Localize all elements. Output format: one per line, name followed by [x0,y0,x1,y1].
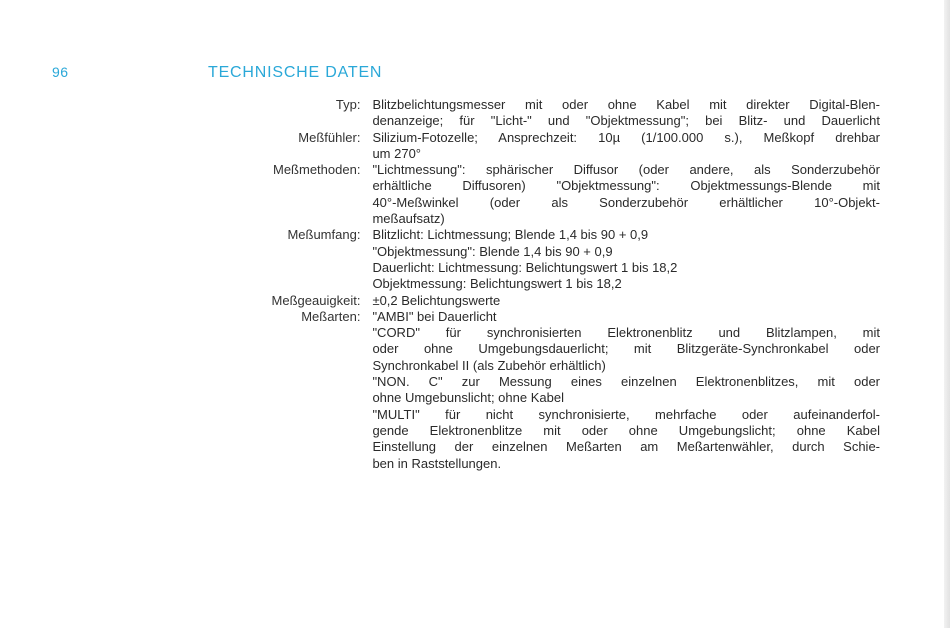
spec-row [230,162,880,227]
spec-line: oder ohne Umgebungsdauerlicht; mit Blitzgeräte-Synchronkabel oder [372,341,880,357]
spec-label: Typ: [335,97,361,112]
spec-value [372,227,880,292]
spec-line: ben in Raststellungen. [372,455,502,471]
spec-line: meßaufsatz) [372,211,445,227]
spec-body [230,97,880,472]
spec-line: gende Elektronenblitze mit oder ohne Umgebungslicht; ohne Kabel [372,422,880,438]
spec-line: "CORD" für synchronisierten Elektronenblitz und Blitzlampen, mit [372,325,880,341]
spec-line: Dauerlicht: Lichtmessung: Belichtungswert 1 bis 18,2 [372,259,678,275]
page-edge [944,0,950,628]
page-number: 96 [52,64,69,80]
spec-label: Meßfühler: [298,129,361,145]
spec-line: "NON. C" zur Messung eines einzelnen Elektronenblitzes, mit oder [372,374,880,390]
spec-line: erhältliche Diffusoren) "Objektmessung": Objektmessungs-Blende mit [372,178,880,194]
spec-label: Meßumfang: [287,227,361,243]
spec-line: "Lichtmessung": sphärischer Diffusor (oder andere, als Sonderzubehör [372,162,880,178]
spec-line: ±0,2 Belichtungswerte [372,292,501,308]
spec-line: 40°-Meßwinkel (oder als Sonderzubehör erhältlicher 10°-Objekt- [372,194,880,210]
spec-line: Objektmessung: Belichtungswert 1 bis 18,2 [372,276,622,292]
spec-table [230,97,880,472]
spec-row [230,130,880,163]
spec-value [372,130,880,163]
spec-line: ohne Umgebunslicht; ohne Kabel [372,390,564,406]
spec-label: Meßmethoden: [273,162,361,178]
spec-row [230,227,880,292]
spec-value [372,97,880,130]
spec-value [372,162,880,227]
spec-label: Meßgeauigkeit: [271,292,361,308]
spec-line: "Objektmessung": Blende 1,4 bis 90 + 0,9 [372,243,613,259]
spec-line: Blitzbelichtungsmesser mit oder ohne Kabel mit direkter Digital-Blen- [372,97,880,112]
spec-line: Silizium-Fotozelle; Ansprechzeit: 10µ (1/100.000 s.), Meßkopf drehbar [372,129,880,145]
spec-row [230,97,880,130]
spec-value [372,293,880,309]
spec-line: Synchronkabel II (als Zubehör erhältlich) [372,357,606,373]
spec-line: Einstellung der einzelnen Meßarten am Meßartenwähler, durch Schie- [372,439,880,455]
spec-row [230,293,880,309]
spec-line: denanzeige; für "Licht-" und "Objektmessung"; bei Blitz- und Dauerlicht [372,113,880,129]
spec-line: "MULTI" für nicht synchronisierte, mehrfache oder aufeinanderfol- [372,406,880,422]
spec-row [230,309,880,472]
spec-label: Meßarten: [301,308,361,324]
spec-line: Blitzlicht: Lichtmessung; Blende 1,4 bis 90 + 0,9 [372,227,649,243]
spec-value [372,309,880,472]
spec-line: um 270° [372,145,421,161]
section-title: TECHNISCHE DATEN [208,64,383,81]
spec-line: "AMBI" bei Dauerlicht [372,308,497,324]
